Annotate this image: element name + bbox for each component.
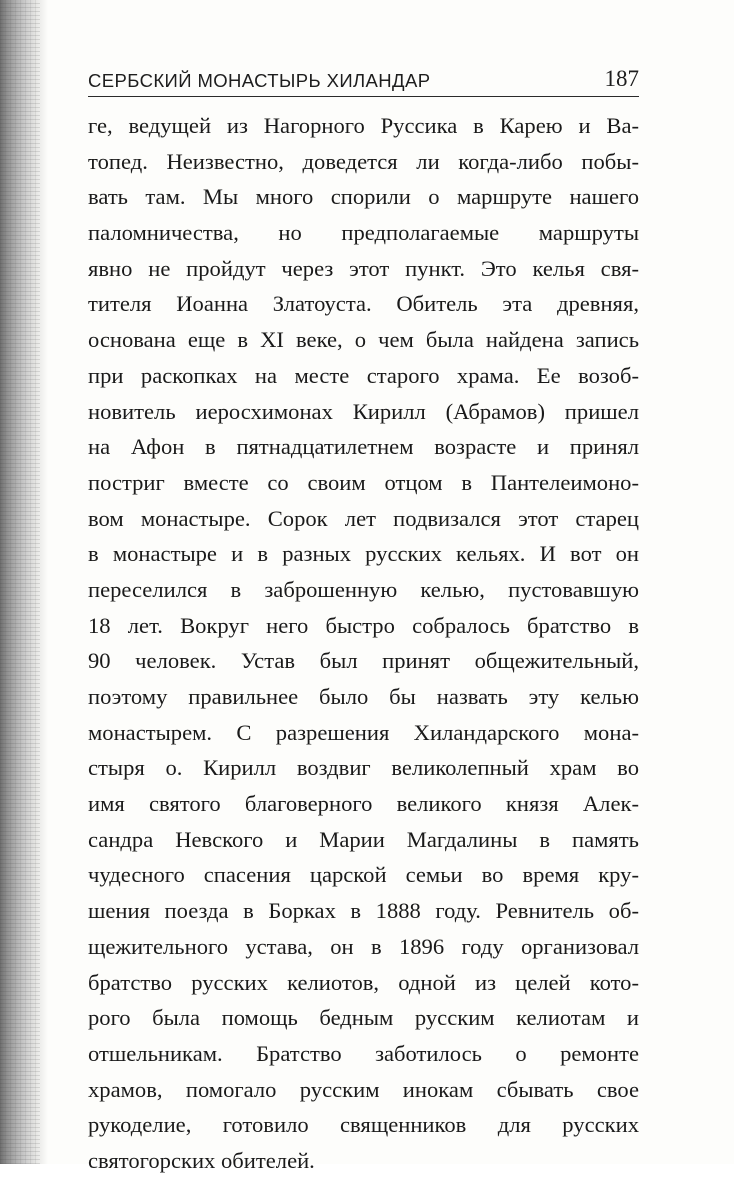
text-line: постриг вместе со своим отцом в Пантелеимоно- (88, 469, 639, 495)
text-line: поэтому правильнее было бы назвать эту келью (88, 684, 639, 709)
text-line: монастырем. С разрешения Хиландарского мона- (88, 719, 639, 745)
text-line: топед. Неизвестно, доведется ли когда-либо побы- (88, 148, 639, 174)
text-line: 18 лет. Вокруг него быстро собралось братство в (88, 612, 639, 638)
running-head-title: СЕРБСКИЙ МОНАСТЫРЬ ХИЛАНДАР (88, 70, 431, 91)
text-line: 90 человек. Устав был принят общежительный, (88, 648, 639, 674)
text-line: храмов, помогало русским инокам сбывать свое (88, 1076, 639, 1102)
text-line: тителя Иоанна Златоуста. Обитель эта древняя, (88, 291, 639, 317)
text-line: братство русских келиотов, одной из целей кото- (88, 969, 639, 995)
text-line: ге, ведущей из Нагорного Руссика в Карею и Ва- (88, 113, 639, 138)
text-line: отшельникам. Братство заботилось о ремонте (88, 1040, 639, 1066)
text-line: явно не пройдут через этот пункт. Это келья свя- (88, 255, 639, 281)
text-line: при раскопках на месте старого храма. Ее возоб- (88, 362, 639, 388)
text-line: новитель иеросхимонах Кирилл (Абрамов) пришел (88, 398, 639, 424)
text-line: щежительного устава, он в 1896 году организовал (88, 933, 639, 959)
body-text (88, 108, 639, 1179)
text-line: имя святого благоверного великого князя Алек- (88, 791, 639, 817)
text-line: вать там. Мы много спорили о маршруте нашего (88, 184, 639, 210)
text-line: на Афон в пятнадцатилетнем возрасте и принял (88, 434, 639, 460)
text-line: рукоделие, готовило священников для русских (88, 1112, 639, 1138)
text-line: в монастыре и в разных русских кельях. И вот он (88, 541, 639, 567)
text-line: сандра Невского и Марии Магдалины в память (88, 826, 639, 852)
text-line: чудесного спасения царской семьи во время кру- (88, 862, 639, 888)
text-line-last: святогорских обителей. (88, 1147, 315, 1173)
text-line: шения поезда в Борках в 1888 году. Ревнитель об- (88, 898, 639, 924)
text-line: переселился в заброшенную келью, пустовавшую (88, 576, 639, 602)
text-line: основана еще в XI веке, о чем была найдена запись (88, 327, 639, 353)
running-head (88, 66, 639, 97)
text-line: рого была помощь бедным русским келиотам и (88, 1005, 639, 1031)
text-line: паломничества, но предполагаемые маршруты (88, 220, 639, 246)
text-line: вом монастыре. Сорок лет подвизался этот старец (88, 505, 639, 531)
page-number: 187 (604, 66, 639, 91)
binding-gutter-texture (0, 0, 40, 1164)
text-line: стыря о. Кирилл воздвиг великолепный храм во (88, 755, 639, 781)
